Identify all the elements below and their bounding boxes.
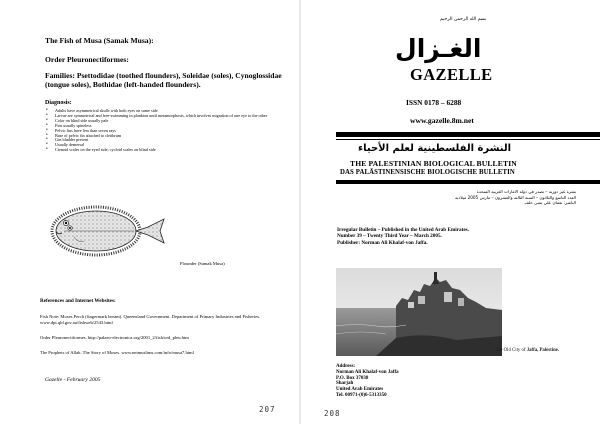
reference-item: Order Pleuronectiformes. http://palaeo-electronica.org/2001_2/fish/ord_pleu.htm <box>40 335 189 340</box>
diagnosis-item: • Fins usually spineless <box>46 124 276 129</box>
flounder-illustration <box>44 199 166 265</box>
arabic-info-line: الناشر: نعمان علي يمنى خلف <box>524 200 576 206</box>
basmala-text: بسم الله الرحمن الرحيم <box>440 17 487 22</box>
arabic-title: الغـزال <box>395 34 482 63</box>
address-block <box>336 364 399 399</box>
address-line: Sharjah <box>336 381 354 387</box>
fish-caption: Flounder (Samak Musa) <box>180 261 225 266</box>
references-title: References and Internet Websites: <box>40 298 116 304</box>
diagnosis-item: • Gas bladder present <box>46 138 276 143</box>
magazine-title: GAZELLE <box>410 65 493 84</box>
issn-number: ISSN 0178 – 6288 <box>406 98 462 107</box>
arabic-bulletin-title: النشرة الفلسطينية لعلم الأحياء <box>358 143 512 154</box>
diagnosis-label: Diagnosis: <box>45 100 72 106</box>
website-url: www.gazelle.8m.net <box>410 116 474 125</box>
divider-thin <box>336 139 600 140</box>
divider-thick <box>336 132 600 137</box>
bulletin-info-line: Irregular Bulletin – Published in the United Arab Emirates. <box>337 227 469 233</box>
page-number-right: 208 <box>324 409 341 418</box>
photo-caption: The Old City of Jaffa, Palestine. <box>495 348 560 353</box>
address-line: P.O. Box 37038 <box>336 375 369 381</box>
diagnosis-item: • Pelvic fins have less than seven rays <box>46 129 276 134</box>
jaffa-photo <box>336 268 502 356</box>
diagnosis-item: • Larvae are symmetrical and free-swimming in plankton until metamorphosis, which involves migration of one eye to the other <box>46 114 276 119</box>
diagnosis-item: • Base of pelvic fin attached to cleithrum <box>46 134 276 139</box>
diagnosis-list <box>46 109 276 153</box>
reference-item: Fish Note: Moses Perch (fingermark bream). Queensland Government. Department of Primary Industries and Fisheries. www.dpi.qld.gov.au/fishweb/2543.html <box>40 314 261 325</box>
page-number-left: 207 <box>259 405 276 414</box>
arabic-info-line: العدد التاسع والثلاثون – السنة الثالثة والعشرون – مارس 2005 ميلادية <box>454 194 576 200</box>
reference-item: The Prophets of Allah. The Story of Moses. www.netmuslims.com/info/musa7.html <box>40 350 194 355</box>
divider-thick <box>336 180 600 184</box>
page-spine <box>299 0 301 424</box>
diagnosis-item: • Usually demersal <box>46 143 276 148</box>
arabic-info-block <box>350 189 576 206</box>
families-text: Families: Psettodidae (toothed flounders), Soleidae (soles), Cynoglossidae (tongue soles), Bothidae (left-handed flounders). <box>45 71 282 89</box>
right-page <box>300 0 600 424</box>
diagnosis-item: • Color on blind side usually pale <box>46 119 276 124</box>
arabic-info-line: نشرة غير دورية – تصدر في دولة الامارات العربية المتحدة <box>476 189 576 194</box>
bulletin-info-line: Publisher: Norman Ali Khalaf-von Jaffa. <box>337 239 428 246</box>
order-title: Order Pleuronectiformes: <box>45 55 129 64</box>
address-line: United Arab Emirates <box>336 387 384 393</box>
address-line: Address: <box>336 364 356 369</box>
address-line: Tel. 00971-(0)6-5313350 <box>336 392 387 398</box>
german-bulletin-title: DAS PALÄSTINENSISCHE BIOLOGISCHE BULLETIN <box>340 169 515 176</box>
bulletin-info-block <box>337 227 469 246</box>
diagnosis-item: • Adults have asymmetrical skulls with both eyes on same side <box>46 109 276 114</box>
bulletin-info-line: Number 39 – Twenty Third Year – March 2005. <box>337 233 442 240</box>
page-footer: Gazelle - February 2005 <box>45 377 101 383</box>
english-bulletin-title: THE PALESTINIAN BIOLOGICAL BULLETIN <box>350 159 517 168</box>
address-line: Norman Ali Khalaf-von Jaffa <box>336 369 399 375</box>
fish-title: The Fish of Musa (Samak Musa): <box>45 36 154 45</box>
diagnosis-item: • Ctenoid scales on the eyed side; cycloid scales on blind side <box>46 148 276 153</box>
